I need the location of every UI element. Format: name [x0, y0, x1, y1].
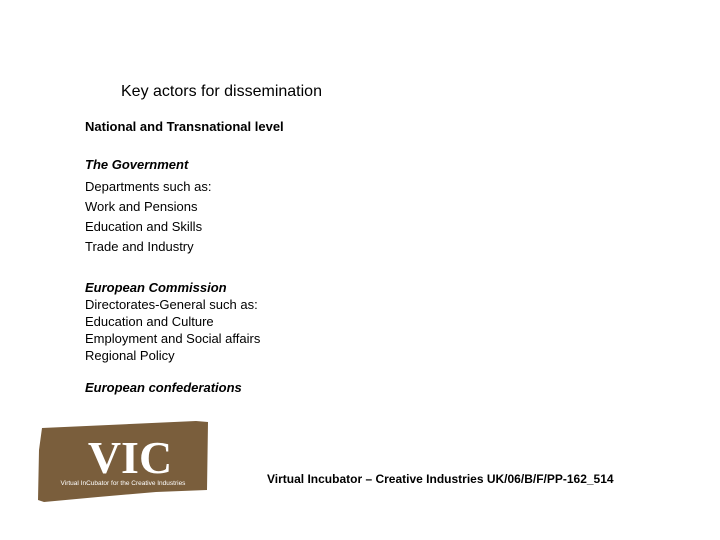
section-government [85, 157, 485, 257]
section-heading: The Government [85, 157, 189, 172]
section-heading: European Commission [85, 280, 227, 295]
logo-wordmark: VIC [87, 432, 173, 483]
section-line: Directorates-General such as: [85, 297, 258, 312]
level-heading: National and Transnational level [85, 119, 284, 134]
section-european-commission [85, 279, 485, 364]
logo-tagline: Virtual InCubator for the Creative Industries [60, 480, 186, 487]
section-line: Departments such as: [85, 179, 212, 194]
section-line: Education and Culture [85, 314, 214, 329]
section-line: Education and Skills [85, 219, 203, 234]
section-line: Regional Policy [85, 348, 175, 363]
section-european-confederations [85, 380, 485, 396]
section-heading: European confederations [85, 380, 242, 395]
content-body [85, 119, 485, 396]
section-line: Employment and Social affairs [85, 331, 261, 346]
slide-title: Key actors for dissemination [121, 83, 322, 100]
section-line: Work and Pensions [85, 199, 198, 214]
vic-logo [36, 420, 210, 504]
footer-text: Virtual Incubator – Creative Industries UK/06/B/F/PP-162_514 [267, 472, 614, 486]
section-line: Trade and Industry [85, 239, 194, 254]
